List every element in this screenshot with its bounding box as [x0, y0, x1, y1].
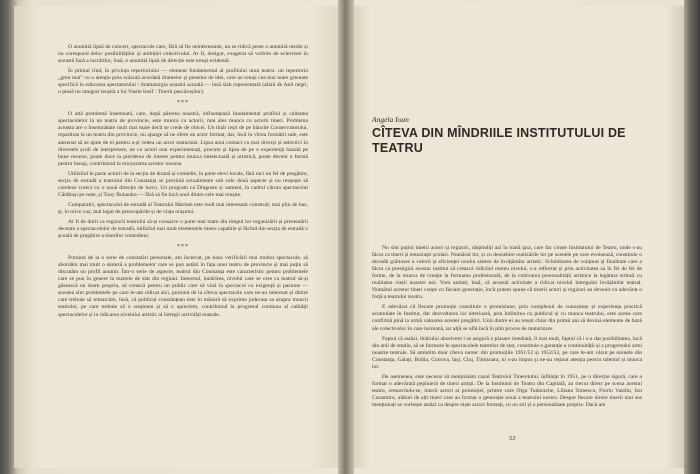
- paragraph: E adevărat că fiecare promoție constituie o promisiune, prin complexul de cunoștințe și experiența practică acumulate în Institut, dar dezvoltarea lor ulterioară, prin întîlnirea cu publicul și cu munca teatrului, este aceea care confirmă pînă la urmă valoarea acestei pregătiri. Unii dintre ei au reușit chiar din primii ani să devină elemente de bază ale colectivelor în care lucrează, iar alții se află încă în plin proces de maturizare.: [372, 304, 642, 332]
- paragraph: De asemenea, este necesar să menționăm cazul Teatrului Tineretului, înființat în 1951, pe o direcție sigură, care a format o adevărată pepinieră de tineri artiști. De la Institutul de Teatru din Capitală, au trecut direct pe scena acestui teatru, remarcîndu-se, tinerii actori ai promoției, printre care Olga Tudorache, Liliana Tomescu, Florin Vasiliu, Ion Caramitru, alături de alți tineri care au format o generație nouă a teatrului nostru. Despre fiecare dintre tinerii mai sus menționați se vorbește astăzi ca despre niște actori formați, cu un stil și o personalitate proprie. Dacă am: [372, 373, 642, 408]
- article-title: CÎTEVA DIN MÎNDRIILE INSTITUTULUI DE TEATRU: [372, 126, 626, 155]
- article-author: Angela Ioan: [372, 115, 409, 124]
- paragraph: În primul rînd, în privința repertoriului — element fundamental al profilului unui teatru: un repertoriu „greu mai” cu o atenție prea scăzută acordată dramelor și pieselor de idei, care au totuși cea mai mare greutate specifică în educarea spectatorului / dramaturgia noastră actuală — însă slab reprezentată (afară de Anii negri, o piesă nu integral reușită a lui Vasile Iosif : Tinerii pescărușilor).: [58, 68, 308, 96]
- paragraph: O anumită lipsă de concert, spectacole care, fără să fie neinteresante, nu se ridică peste o anumită medie și nu corespund deloc posibilităților și ambiției colectivului. Ar fi, desigur, exagerat să vorbim de eclectism în această fază a lucrărilor, însă, o anumită lipsă de direcție este totuși evidentă.: [58, 44, 308, 65]
- paragraph: Comparativ, spectacolul de estradă al Teatrului Marinei este mult mai interesant construit, mai plin de haz, și, în orice caz, mai legat de preocupările și de viața orașului.: [58, 201, 308, 215]
- paragraph: Utilizînd în parte actorii de la secția de dramă și comedie, în parte elevi locale, fără nici un fel de pregătire, secția de estradă a teatrului din Constanța se prezintă actualmente sub cele două aspecte și nu reușește să coreleze corect cu o nouă direcție de lucru. Un program ca Dragoste și oameni, în cadrul căruia spectacolul Cărăbuși pe note, și Tony Bulandra — fără să fie încă unul dintre cele mai reușite.: [58, 170, 308, 198]
- section-divider: ***: [177, 244, 189, 251]
- paragraph: O altă problemă însemnată, care, după părerea noastră, influențează fundamental profilul și calitatea spectacolelor la un teatru de provincie, este munca cu actorii, mai ales munca cu actorii tineri. Problema aceasta are o însemnătate mult mai mare decît se crede de obicei. Un tînăr ieșit de pe băncile Conservatorului, repartizat la un teatru din provincie, nu ajunge să ne ofere un actor format, dar, încă în vîrsta formării sale, este antrenat să se ajute de el pentru a-și vedea un actor maturizat. Lipsa unui contact cu mai diverși și selectivi în diversele școli de interpretare, ne cu actori mai experimentați, precum și lipsa de pe o experiență bazată pe bune resurse, poate duce la pierderea de interes pentru munca intelectuală și artistică, poate deveni o formă pentru însuși, contribuind la micșorarea acestor resurse.: [58, 111, 308, 167]
- paragraph: Ar fi de dorit ca regizorii teatrului să-și consacre o parte mai mare din timpul lor organizării și prezentării decente a spectacolelor de estradă, utilizînd mai mult elementele tinere capabile și făcînd din secția de estradă o școală de pregătire a tinerilor comedieni.: [58, 218, 308, 240]
- section-divider: ***: [177, 100, 189, 107]
- right-page-text: [372, 245, 642, 412]
- book-gutter: [338, 0, 354, 474]
- left-page-text: [58, 44, 308, 322]
- paragraph: Faptul că astăzi, tînărului absolvent i se asigură o plasare imediată, îi mai mult, faptul că i s-a dat posibilitatea, încă din anii de studiu, să se formeze în spectacolele teatrelor de stat, constituie o garanție a continuității și a progresului artei noastre teatrale. Să amintim doar cîteva nume: din promoțiile 1951/52 și 1952/53, pe care le-am văzut pe scenele din Constanța, Galați, Brăila, Craiova, Iași, Cluj, Timișoara, ni s-au impus și ne-au reținut atenția pentru talentul și munca lor.: [372, 335, 642, 370]
- book-edge: [684, 0, 700, 474]
- page-number: 53: [509, 435, 516, 442]
- paragraph: Nu sînt puțini tinerii actori și regizori, răspîndiți azi în toată țara, care fac cinste Institutului de Teatru, unde s-au făcut ca tineri și entuziaști școlari. Numărul lor, și cu deosebire realizările lor pe scenele pe care evoluează, constituie o dovadă grăitoare a valorii și eficienței noului sistem de învățămînt artistic. Schimbarea de conținut și finalitate care a făcut ca prestigiul acestui institut să crească ridicînd mereu nivelul, s-a reflectat și prin activitatea sa în fel de fel de forme, de la munca de creație la formarea profesională, de la cultivarea personalității artistice la legătura strînsă cu realitatea vieții noastre noi. Vom aminti, însă, că această activitate a ridicat nivelul întregului învățămînt teatral. Numărul acestor tineri crește cu fiecare generație, încît putem spune că tinerii actori și regizori au devenit cu adevărat o forță a teatrului nostru.: [372, 245, 642, 301]
- paragraph: Pornind de la o serie de constatări personale, am încercat, pe baza verificării mai multor spectacole, să abordăm mai mult o sinteză a problemelor care se pun astăzi în fața unui teatru de provincie și mai puțin să discutăm un profil anumit. Într-o serie de aspecte, teatrul din Constanța este caracteristic pentru problemele care se pun în genere la teatrele de stat din regiuni. Interesul, hotărîrea, nivelul care se cere ca teatrul să-și găsească un drum propriu, să crească pentru un public care să vină la spectacol cu exigență și pasiune — acestea sînt problemele pe care le-am ridicat aici, pornind de la cîteva spectacole care ne-au interesat și dintre care trebuie să remarcăm, însă, că publicul constănțean este în măsură să exprime judecata sa asupra muncii teatrului, pe care trebuie să o susținem și să o apreciem, contribuind la progresul continuu al calității spectacolelor și la ridicarea nivelului artistic al întregii activități teatrale.: [58, 255, 308, 318]
